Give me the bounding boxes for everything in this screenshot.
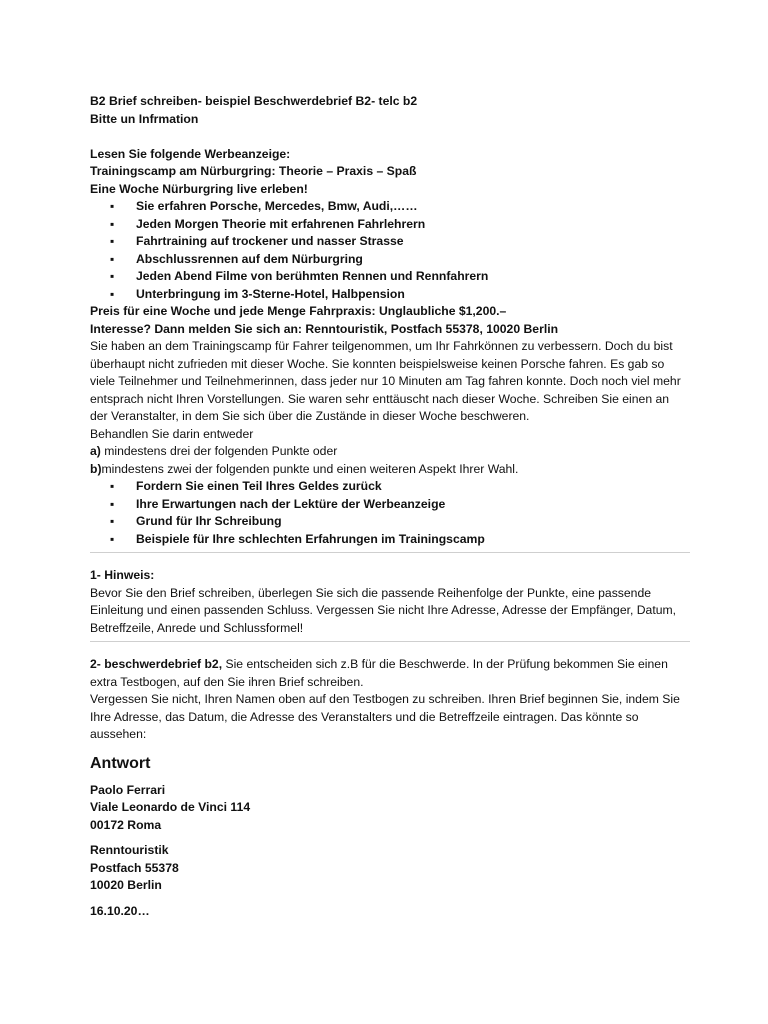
list-item: ▪ Sie erfahren Porsche, Mercedes, Bmw, Audi,…… — [136, 198, 690, 216]
divider — [90, 552, 690, 553]
sender-street: Viale Leonardo de Vinci 114 — [90, 800, 251, 814]
sender-address — [90, 782, 690, 835]
sender-city: 00172 Roma — [90, 817, 162, 832]
list-item: ▪ Unterbringung im 3-Sterne-Hotel, Halbpension — [136, 286, 690, 304]
hint-paragraph: Bevor Sie den Brief schreiben, überlegen Sie sich die passende Reihenfolge der Punkte, eine passende Einleitung und einen passenden Schluss. Vergessen Sie nicht Ihre Adresse, Adresse der Empfänger, Datum, Betreffzeile, Anrede und Schlussformel! — [90, 585, 677, 635]
section2-heading: 2- beschwerdebrief b2, — [90, 657, 223, 671]
option-b — [90, 461, 690, 479]
list-item: ▪ Fordern Sie einen Teil Ihres Geldes zurück — [136, 478, 690, 496]
divider — [90, 641, 690, 642]
sender-name: Paolo Ferrari — [90, 782, 166, 797]
spacer — [90, 128, 690, 146]
letter-date: 16.10.20… — [90, 903, 150, 918]
ad-subheadline: Eine Woche Nürburgring live erleben! — [90, 181, 308, 196]
recipient-city: 10020 Berlin — [90, 878, 162, 892]
interest-line: Interesse? Dann melden Sie sich an: Renntouristik, Postfach 55378, 10020 Berlin — [90, 321, 559, 336]
list-item: ▪ Fahrtraining auf trockener und nasser Strasse — [136, 233, 690, 251]
list-item: ▪ Ihre Erwartungen nach der Lektüre der Werbeanzeige — [136, 496, 690, 514]
option-b-text: mindestens zwei der folgenden punkte und einen weiteren Aspekt Ihrer Wahl. — [101, 461, 519, 476]
ad-headline: Trainingscamp am Nürburgring: Theorie – Praxis – Spaß — [90, 164, 417, 178]
answer-heading: Antwort — [90, 754, 151, 772]
document-content — [90, 93, 690, 920]
treat-line: Behandlen Sie darin entweder — [90, 426, 254, 441]
hint-heading: 1- Hinweis: — [90, 568, 155, 582]
recipient-address — [90, 842, 690, 895]
recipient-name: Renntouristik — [90, 843, 169, 857]
option-a-text: mindestens drei der folgenden Punkte oder — [100, 444, 338, 458]
list-item: ▪ Beispiele für Ihre schlechten Erfahrungen im Trainingscamp — [136, 531, 690, 549]
option-a-label: a) — [90, 444, 101, 458]
option-a — [90, 443, 690, 461]
task-paragraph: Sie haben an dem Trainingscamp für Fahrer teilgenommen, um Ihr Fahrkönnen zu verbessern. Doch du bist überhaupt nicht zufrieden mit dieser Woche. Sie konnten beispielsweise keinen Porsche fahren. Es gab so viele Teilnehmer und Teilnehmerinnen, dass jeder nur 10 Minuten am Tag fahren konnte. Doch noch viel mehr entsprach nicht Ihren Vorstellungen. Sie waren sehr enttäuscht nach dieser Woche. Schreiben Sie einen an der Veranstalter, in dem Sie sich über die Zustände in dieser Woche beschweren. — [90, 339, 681, 423]
document-subtitle: Bitte un Infrmation — [90, 111, 199, 126]
recipient-street: Postfach 55378 — [90, 860, 179, 875]
list-item: ▪ Jeden Abend Filme von berühmten Rennen und Rennfahrern — [136, 268, 690, 286]
list-item: ▪ Jeden Morgen Theorie mit erfahrenen Fahrlehrern — [136, 216, 690, 234]
list-item: ▪ Grund für Ihr Schreibung — [136, 513, 690, 531]
document-title: B2 Brief schreiben- beispiel Beschwerdebrief B2- telc b2 — [90, 94, 418, 108]
section2-paragraph — [90, 656, 690, 691]
price-line: Preis für eine Woche und jede Menge Fahrpraxis: Unglaubliche $1,200.– — [90, 304, 507, 318]
intro-text: Lesen Sie folgende Werbeanzeige: — [90, 146, 291, 161]
list-item: ▪ Abschlussrennen auf dem Nürburgring — [136, 251, 690, 269]
points-list — [90, 478, 690, 548]
ad-feature-list — [90, 198, 690, 303]
option-b-label: b) — [90, 461, 102, 476]
section2-paragraph-2: Vergessen Sie nicht, Ihren Namen oben auf den Testbogen zu schreiben. Ihren Brief beginnen Sie, indem Sie Ihre Adresse, das Datum, die Adresse des Veranstalters und die Betreffzeile eintragen. Das könnte so aussehen: — [90, 692, 680, 741]
section2-text: Sie entscheiden sich z.B für die Beschwerde. In der Prüfung bekommen Sie einen extra Testbogen, auf den Sie ihren Brief schreiben. — [90, 657, 668, 689]
